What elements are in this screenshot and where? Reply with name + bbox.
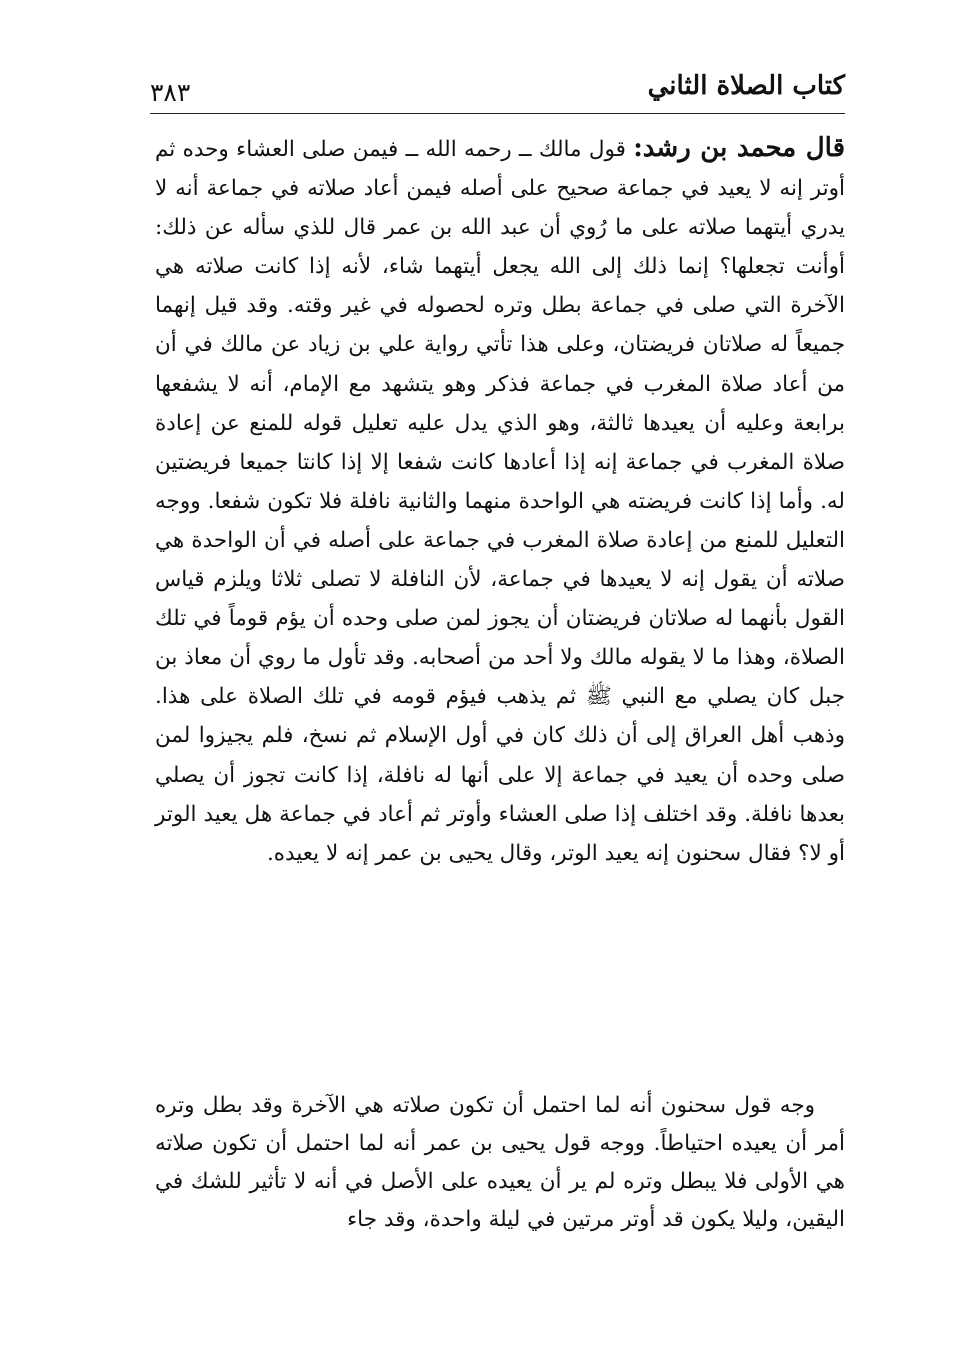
running-header xyxy=(150,64,845,112)
paragraph-1-text: قول مالك ــ رحمه الله ــ فيمن صلى العشاء وحده ثم أوتر إنه لا يعيد في جماعة صحيح على أصله فيمن أعاد صلاته في جماعة أنه لا يدري أيتهما صلاته على ما رُوي أن عبد الله بن عمر قال للذي سأله عن ذلك: أوأنت تجعلها؟ إنما ذلك إلى الله يجعل أيتهما شاء، لأنه إذا كانت صلاته هي الآخرة التي صلى في جماعة بطل وتره لحصوله في غير وقته. وقد قيل إنهما جميعاً له صلاتان فريضتان، وعلى هذا تأتي رواية علي بن زياد عن مالك في أن من أعاد صلاة المغرب في جماعة فذكر وهو يتشهد مع الإمام، أنه لا يشفعها برابعة وعليه أن يعيدها ثالثة، وهو الذي يدل عليه تعليل قوله للمنع عن إعادة صلاة المغرب في جماعة إنه إذا أعادها كانت شفعا إلا إذا كانتا جميعا فريضتين له. وأما إذا كانت فريضته هي الواحدة منهما والثانية نافلة فلا تكون شفعا. ووجه التعليل للمنع من إعادة صلاة المغرب في جماعة على أصله في أن الواحدة هي صلاته أن يقول إنه لا يعيدها في جماعة، لأن النافلة لا تصلى ثلاثا ويلزم قياس القول بأنهما له صلاتان فريضتان أن يجوز لمن صلى وحده أن يؤم قوماً في تلك الصلاة، وهذا ما لا يقوله مالك ولا أحد من أصحابه. وقد تأول ما روي أن معاذ بن جبل كان يصلي مع النبي ﷺ ثم يذهب فيؤم قومه في تلك الصلاة على هذا. وذهب أهل العراق إلى أن ذلك كان في أول الإسلام ثم نسخ، فلم يجيزوا لمن صلى وحده أن يعيد في جماعة إلا على أنها له نافلة، إذا كانت تجوز أن يصلي بعدها نافلة. وقد اختلف إذا صلى العشاء وأوتر ثم أعاد في جماعة هل يعيد الوتر أو لا؟ فقال سحنون إنه يعيد الوتر، وقال يحيى بن عمر إنه لا يعيده. xyxy=(155,137,845,866)
chapter-title: كتاب الصلاة الثاني xyxy=(647,71,845,101)
page-number: ٣٨٣ xyxy=(150,78,191,107)
paragraph-2 xyxy=(155,1087,845,1239)
paragraph-1-lead: قال محمد بن رشد: xyxy=(633,133,845,163)
paragraph-2-text: وجه قول سحنون أنه لما احتمل أن تكون صلاته هي الآخرة وقد بطل وتره أمر أن يعيده احتياطاً. ووجه قول يحيى بن عمر أنه لما احتمل أن تكون صلاته هي الأولى فلا يبطل وتره لم ير أن يعيده على الأصل في أنه لا تأثير للشك في اليقين، وليلا يكون قد أوتر مرتين في ليلة واحدة، وقد جاء xyxy=(155,1093,845,1232)
header-divider xyxy=(150,113,845,114)
paragraph-1 xyxy=(155,129,845,873)
